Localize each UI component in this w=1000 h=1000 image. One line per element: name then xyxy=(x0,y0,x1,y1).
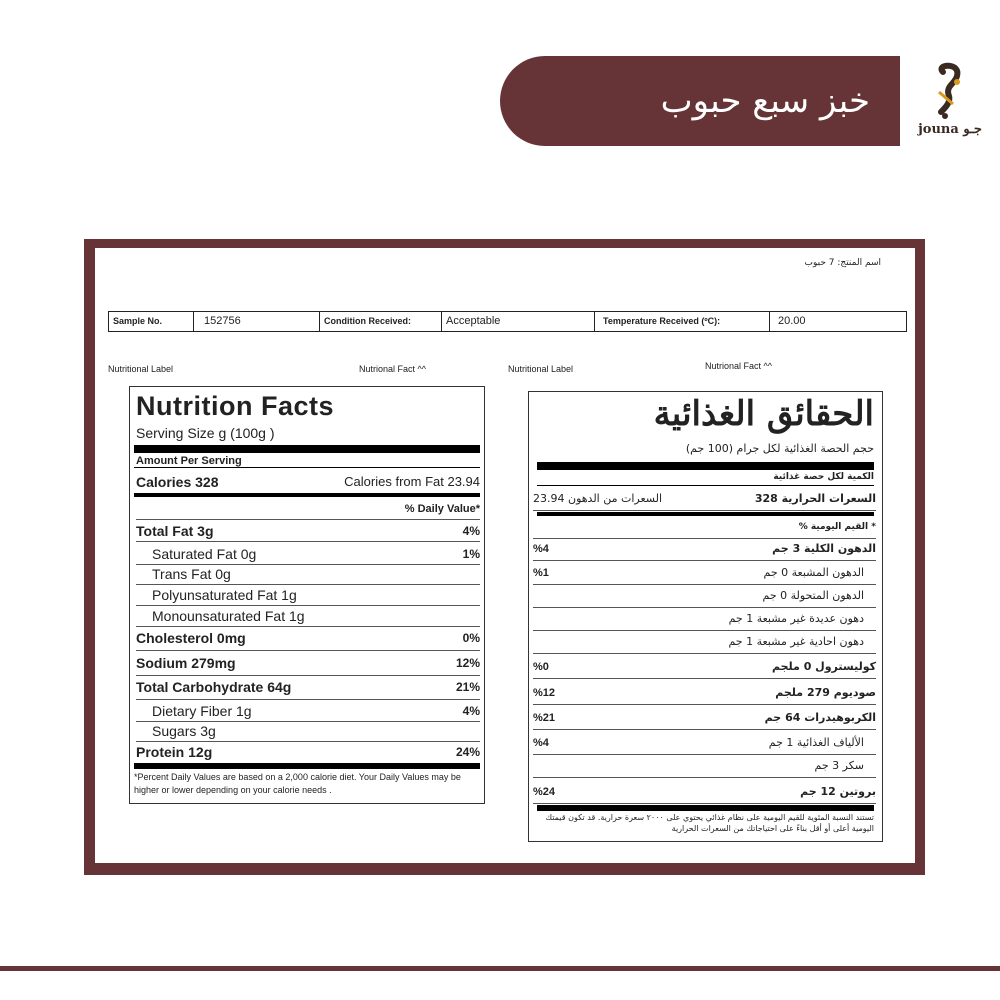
arabic-calories-row xyxy=(533,488,876,511)
page-title: خبز سبع حبوب xyxy=(660,81,870,121)
arabic-nutrient-row xyxy=(533,732,876,755)
nutrient-label: Sugars 3g xyxy=(152,723,216,739)
arabic-nutrient-label: دهون احادية غير مشبعة 1 جم xyxy=(728,635,864,648)
arabic-nutrient-row xyxy=(533,631,876,654)
arabic-footnote: تستند النسبة المئوية للقيم اليومية على نظام غذائي يحتوي على ٢٠٠٠ سعرة حرارية. قد تكون قيمتك اليومية أعلى أو أقل بناءً على احتياجاتك من السعرات الحرارية xyxy=(545,813,874,833)
arabic-nutrient-daily-value: %12 xyxy=(533,687,556,699)
logo-text: jouna جـو xyxy=(918,122,982,137)
arabic-nutrient-row xyxy=(533,656,876,679)
arabic-nutrient-daily-value: %4 xyxy=(533,737,549,749)
nutrient-label: Sodium 279mg xyxy=(136,655,236,671)
arabic-nutrient-label: الدهون المشبعة 0 جم xyxy=(763,566,864,579)
nutrient-label: Total Fat 3g xyxy=(136,523,214,539)
temperature-label: Temperature Received (ºC): xyxy=(595,312,770,331)
arabic-nutrient-daily-value: %24 xyxy=(533,786,556,798)
nutrient-label: Polyunsaturated Fat 1g xyxy=(152,587,297,603)
nutrition-facts-title: Nutrition Facts xyxy=(136,391,335,421)
arabic-nutrient-row xyxy=(533,781,876,804)
arabic-nutrient-row xyxy=(533,538,876,561)
amount-per-serving: Amount Per Serving xyxy=(136,455,242,467)
nutrient-daily-value: 12% xyxy=(455,656,480,670)
bottom-divider-line xyxy=(0,966,1000,971)
nutrient-daily-value: 4% xyxy=(462,524,480,538)
condition-value: Acceptable xyxy=(442,312,595,331)
document-sheet xyxy=(95,248,915,863)
nutrient-daily-value: 24% xyxy=(455,745,480,759)
arabic-nutrient-label: صوديوم 279 ملجم xyxy=(775,686,876,699)
temperature-value: 20.00 xyxy=(778,315,806,327)
arabic-nutrient-row xyxy=(533,755,876,778)
nutrition-facts-arabic xyxy=(528,391,883,842)
nutrient-row xyxy=(136,606,480,627)
calories-from-fat: Calories from Fat 23.94 xyxy=(344,474,480,489)
caption-right-label: Nutritional Label xyxy=(508,364,574,374)
calories-value: Calories 328 xyxy=(136,474,219,490)
arabic-nutrient-label: الدهون المتحولة 0 جم xyxy=(762,589,864,602)
caption-left-label: Nutritional Label xyxy=(108,364,174,374)
nutrient-daily-value: 0% xyxy=(462,631,480,645)
nutrient-row xyxy=(136,701,480,722)
arabic-calories: السعرات الحرارية 328 xyxy=(754,492,876,505)
daily-value-header xyxy=(136,499,480,520)
nutrient-label: Saturated Fat 0g xyxy=(152,546,257,562)
nutrient-label: Cholesterol 0mg xyxy=(136,630,246,646)
sample-no-label: Sample No. xyxy=(109,312,194,331)
arabic-nutrient-row xyxy=(533,585,876,608)
arabic-nutrient-daily-value: %4 xyxy=(533,543,549,555)
caption-right-fact: Nutrional Fact ^^ xyxy=(705,361,772,371)
nutrient-label: Total Carbohydrate 64g xyxy=(136,679,292,695)
nutrient-row xyxy=(136,721,480,742)
footnote: *Percent Daily Values are based on a 2,000 calorie diet. Your Daily Values may be higher or lower depending on your calorie needs . xyxy=(134,772,461,795)
calories-row xyxy=(136,471,480,494)
sample-info-table xyxy=(108,311,907,332)
arabic-nutrient-row xyxy=(533,608,876,631)
brand-logo xyxy=(905,60,995,145)
arabic-nutrient-label: الكربوهيدرات 64 جم xyxy=(764,711,876,724)
arabic-nutrient-daily-value: %0 xyxy=(533,661,549,673)
arabic-nutrient-row xyxy=(533,707,876,730)
bottom-thick-divider xyxy=(134,763,480,769)
nutrition-facts-english xyxy=(129,386,485,804)
arabic-nutrient-daily-value: %1 xyxy=(533,567,549,579)
nutrient-daily-value: 21% xyxy=(455,680,480,694)
arabic-daily-value-header: * القيم اليومية % xyxy=(533,516,876,539)
arabic-bottom-thick-divider xyxy=(537,805,874,811)
product-name: اسم المنتج: 7 حبوب xyxy=(804,258,881,268)
header-banner xyxy=(500,56,900,146)
nutrient-row xyxy=(136,585,480,606)
nutrient-row xyxy=(136,521,480,542)
condition-label: Condition Received: xyxy=(320,312,442,331)
serving-size: Serving Size g (100g ) xyxy=(136,425,275,441)
nutrient-row xyxy=(136,564,480,585)
logo-mark-icon xyxy=(905,60,995,122)
nutrient-label: Protein 12g xyxy=(136,744,213,760)
nutrient-daily-value: 4% xyxy=(462,704,480,718)
nutrient-row xyxy=(136,628,480,651)
arabic-nutrient-label: دهون عديدة غير مشبعة 1 جم xyxy=(728,612,864,625)
arabic-serving-size: حجم الحصة الغذائية لكل جرام (100 جم) xyxy=(685,442,874,455)
nutrient-row xyxy=(136,544,480,565)
arabic-nutrient-label: الدهون الكلية 3 جم xyxy=(772,542,876,555)
caption-left-fact: Nutrional Fact ^^ xyxy=(359,364,426,374)
nutrient-label: Monounsaturated Fat 1g xyxy=(152,608,305,624)
arabic-nutrient-label: بروتين 12 جم xyxy=(800,785,876,798)
arabic-calories-from-fat: السعرات من الدهون 23.94 xyxy=(533,492,663,505)
arabic-nutrient-daily-value: %21 xyxy=(533,712,556,724)
nutrient-row xyxy=(136,742,480,765)
thick-divider xyxy=(134,445,480,453)
arabic-nutrient-label: كوليسترول 0 ملجم xyxy=(772,660,876,673)
nutrient-label: Dietary Fiber 1g xyxy=(152,703,252,719)
arabic-nutrient-row xyxy=(533,562,876,585)
nutrient-daily-value: 1% xyxy=(462,547,480,561)
arabic-nutrient-label: سكر 3 جم xyxy=(814,759,864,772)
daily-value-header-text: % Daily Value* xyxy=(404,503,480,515)
nutrient-row xyxy=(136,677,480,700)
arabic-divider xyxy=(537,485,874,486)
nutrient-label: Trans Fat 0g xyxy=(152,566,231,582)
nutrient-row xyxy=(136,653,480,676)
sample-no-value: 152756 xyxy=(194,312,320,331)
arabic-title: الحقائق الغذائية xyxy=(653,394,874,434)
medium-divider xyxy=(134,493,480,497)
arabic-amount-per-serving: الكمية لكل حصة غذائية xyxy=(773,472,874,482)
arabic-thick-divider xyxy=(537,462,874,470)
arabic-nutrient-row xyxy=(533,682,876,705)
arabic-nutrient-label: الألياف الغذائية 1 جم xyxy=(768,736,864,749)
divider xyxy=(134,467,480,468)
